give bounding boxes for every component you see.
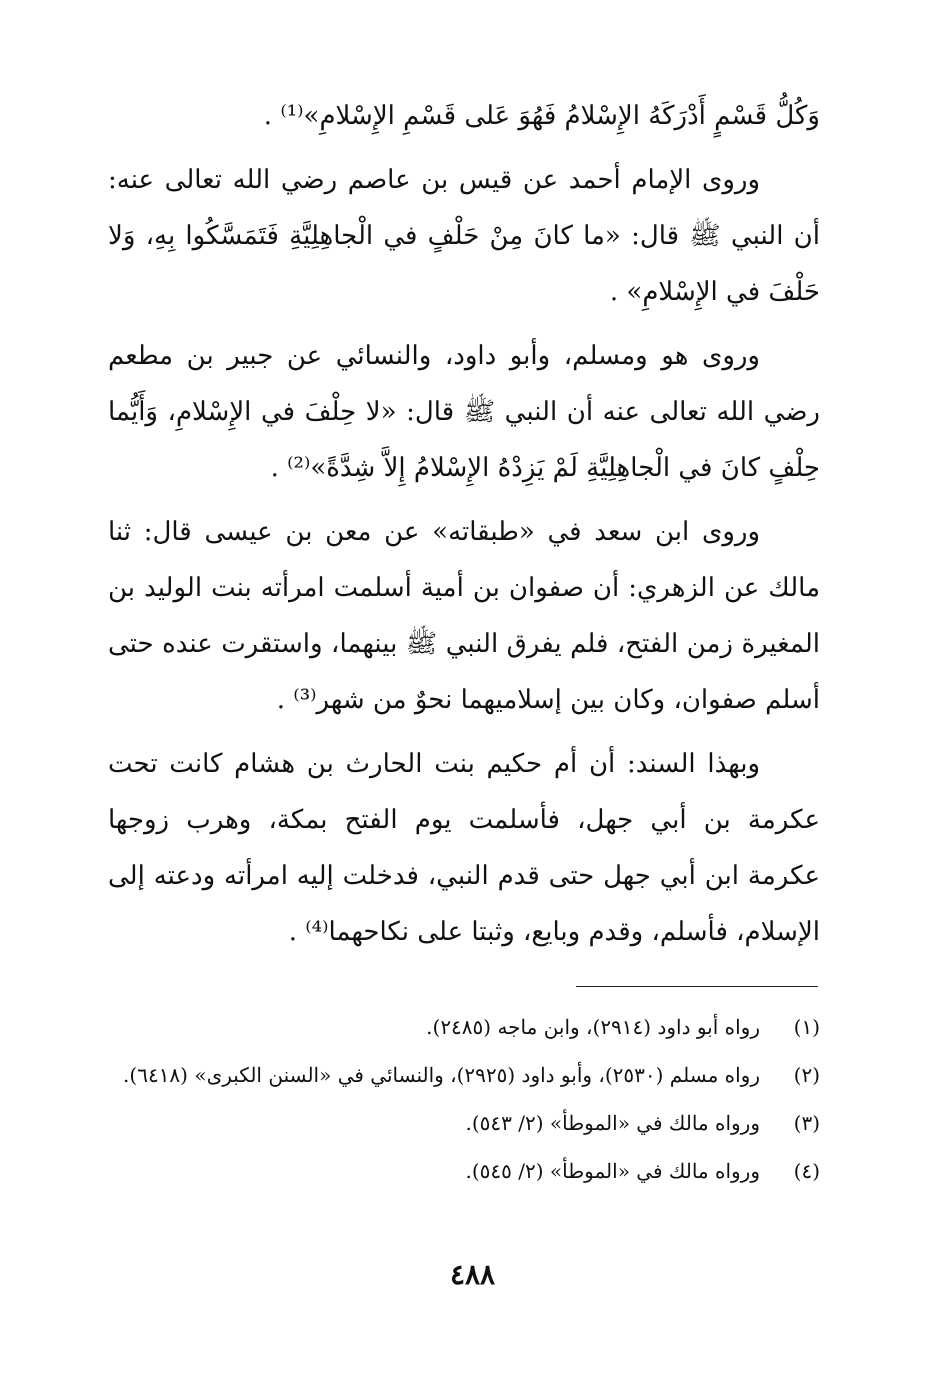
paragraph-4: وروى ابن سعد في «طبقاته» عن معن بن عيسى قال: ثنا مالك عن الزهري: أن صفوان بن أمية أسلمت امرأته بنت الوليد بن المغيرة زمن الفتح، فلم يفرق النبي ﷺ بينهما، واستقرت عنده حتى أسلم صفوان، وكان بين إسلاميهما نحوٌ من شهر⁽³⁾ . <box>108 517 820 715</box>
paragraph-3: وروى هو ومسلم، وأبو داود، والنسائي عن جبير بن مطعم رضي الله تعالى عنه أن النبي ﷺ قال: «لا حِلْفَ في الإِسْلامِ، وَأَيُّما حِلْفٍ كانَ في الْجاهِلِيَّةِ لَمْ يَزِدْهُ الإِسْلامُ إِلاَّ شِدَّةً»⁽²⁾ . <box>108 341 820 483</box>
paragraph-5: وبهذا السند: أن أم حكيم بنت الحارث بن هشام كانت تحت عكرمة بن أبي جهل، فأسلمت يوم الفتح بمكة، وهرب زوجها عكرمة ابن أبي جهل حتى قدم النبي، فدخلت إليه امرأته ودعته إلى الإسلام، فأسلم، وقدم وبايع، وثبتا على نكاحهما⁽⁴⁾ . <box>108 749 820 947</box>
footnote-text: ورواه مالك في «الموطأ» (٢/ ٥٤٥). <box>465 1159 760 1183</box>
footnote-text: رواه أبو داود (٢٩١٤)، وابن ماجه (٢٤٨٥). <box>426 1015 760 1039</box>
footnote-number: (٢) <box>793 1063 820 1087</box>
footnote-text: ورواه مالك في «الموطأ» (٢/ ٥٤٣). <box>465 1111 760 1135</box>
paragraph-1: وَكُلُّ قَسْمٍ أَدْرَكَهُ الإِسْلامُ فَهُوَ عَلى قَسْمِ الإِسْلامِ»⁽¹⁾ . <box>263 101 820 131</box>
footnotes <box>108 1006 820 1198</box>
footnote-text: رواه مسلم (٢٥٣٠)، وأبو داود (٢٩٢٥)، والنسائي في «السنن الكبرى» (٦٤١٨). <box>123 1063 760 1087</box>
footnote-3 <box>108 1102 820 1144</box>
footnote-divider <box>576 986 818 987</box>
footnote-number: (٤) <box>793 1159 820 1183</box>
footnote-2 <box>108 1054 820 1096</box>
footnote-1 <box>108 1006 820 1048</box>
footnote-number: (٣) <box>793 1111 820 1135</box>
footnote-number: (١) <box>793 1015 820 1039</box>
page-number: ٤٨٨ <box>449 1258 496 1291</box>
footnote-4 <box>108 1150 820 1192</box>
main-text <box>108 88 820 960</box>
paragraph-2: وروى الإمام أحمد عن قيس بن عاصم رضي الله تعالى عنه: أن النبي ﷺ قال: «ما كانَ مِنْ حَلْفٍ في الْجاهِلِيَّةِ فَتَمَسَّكُوا بِهِ، وَلا حَلْفَ في الإِسْلامِ» . <box>108 165 820 307</box>
